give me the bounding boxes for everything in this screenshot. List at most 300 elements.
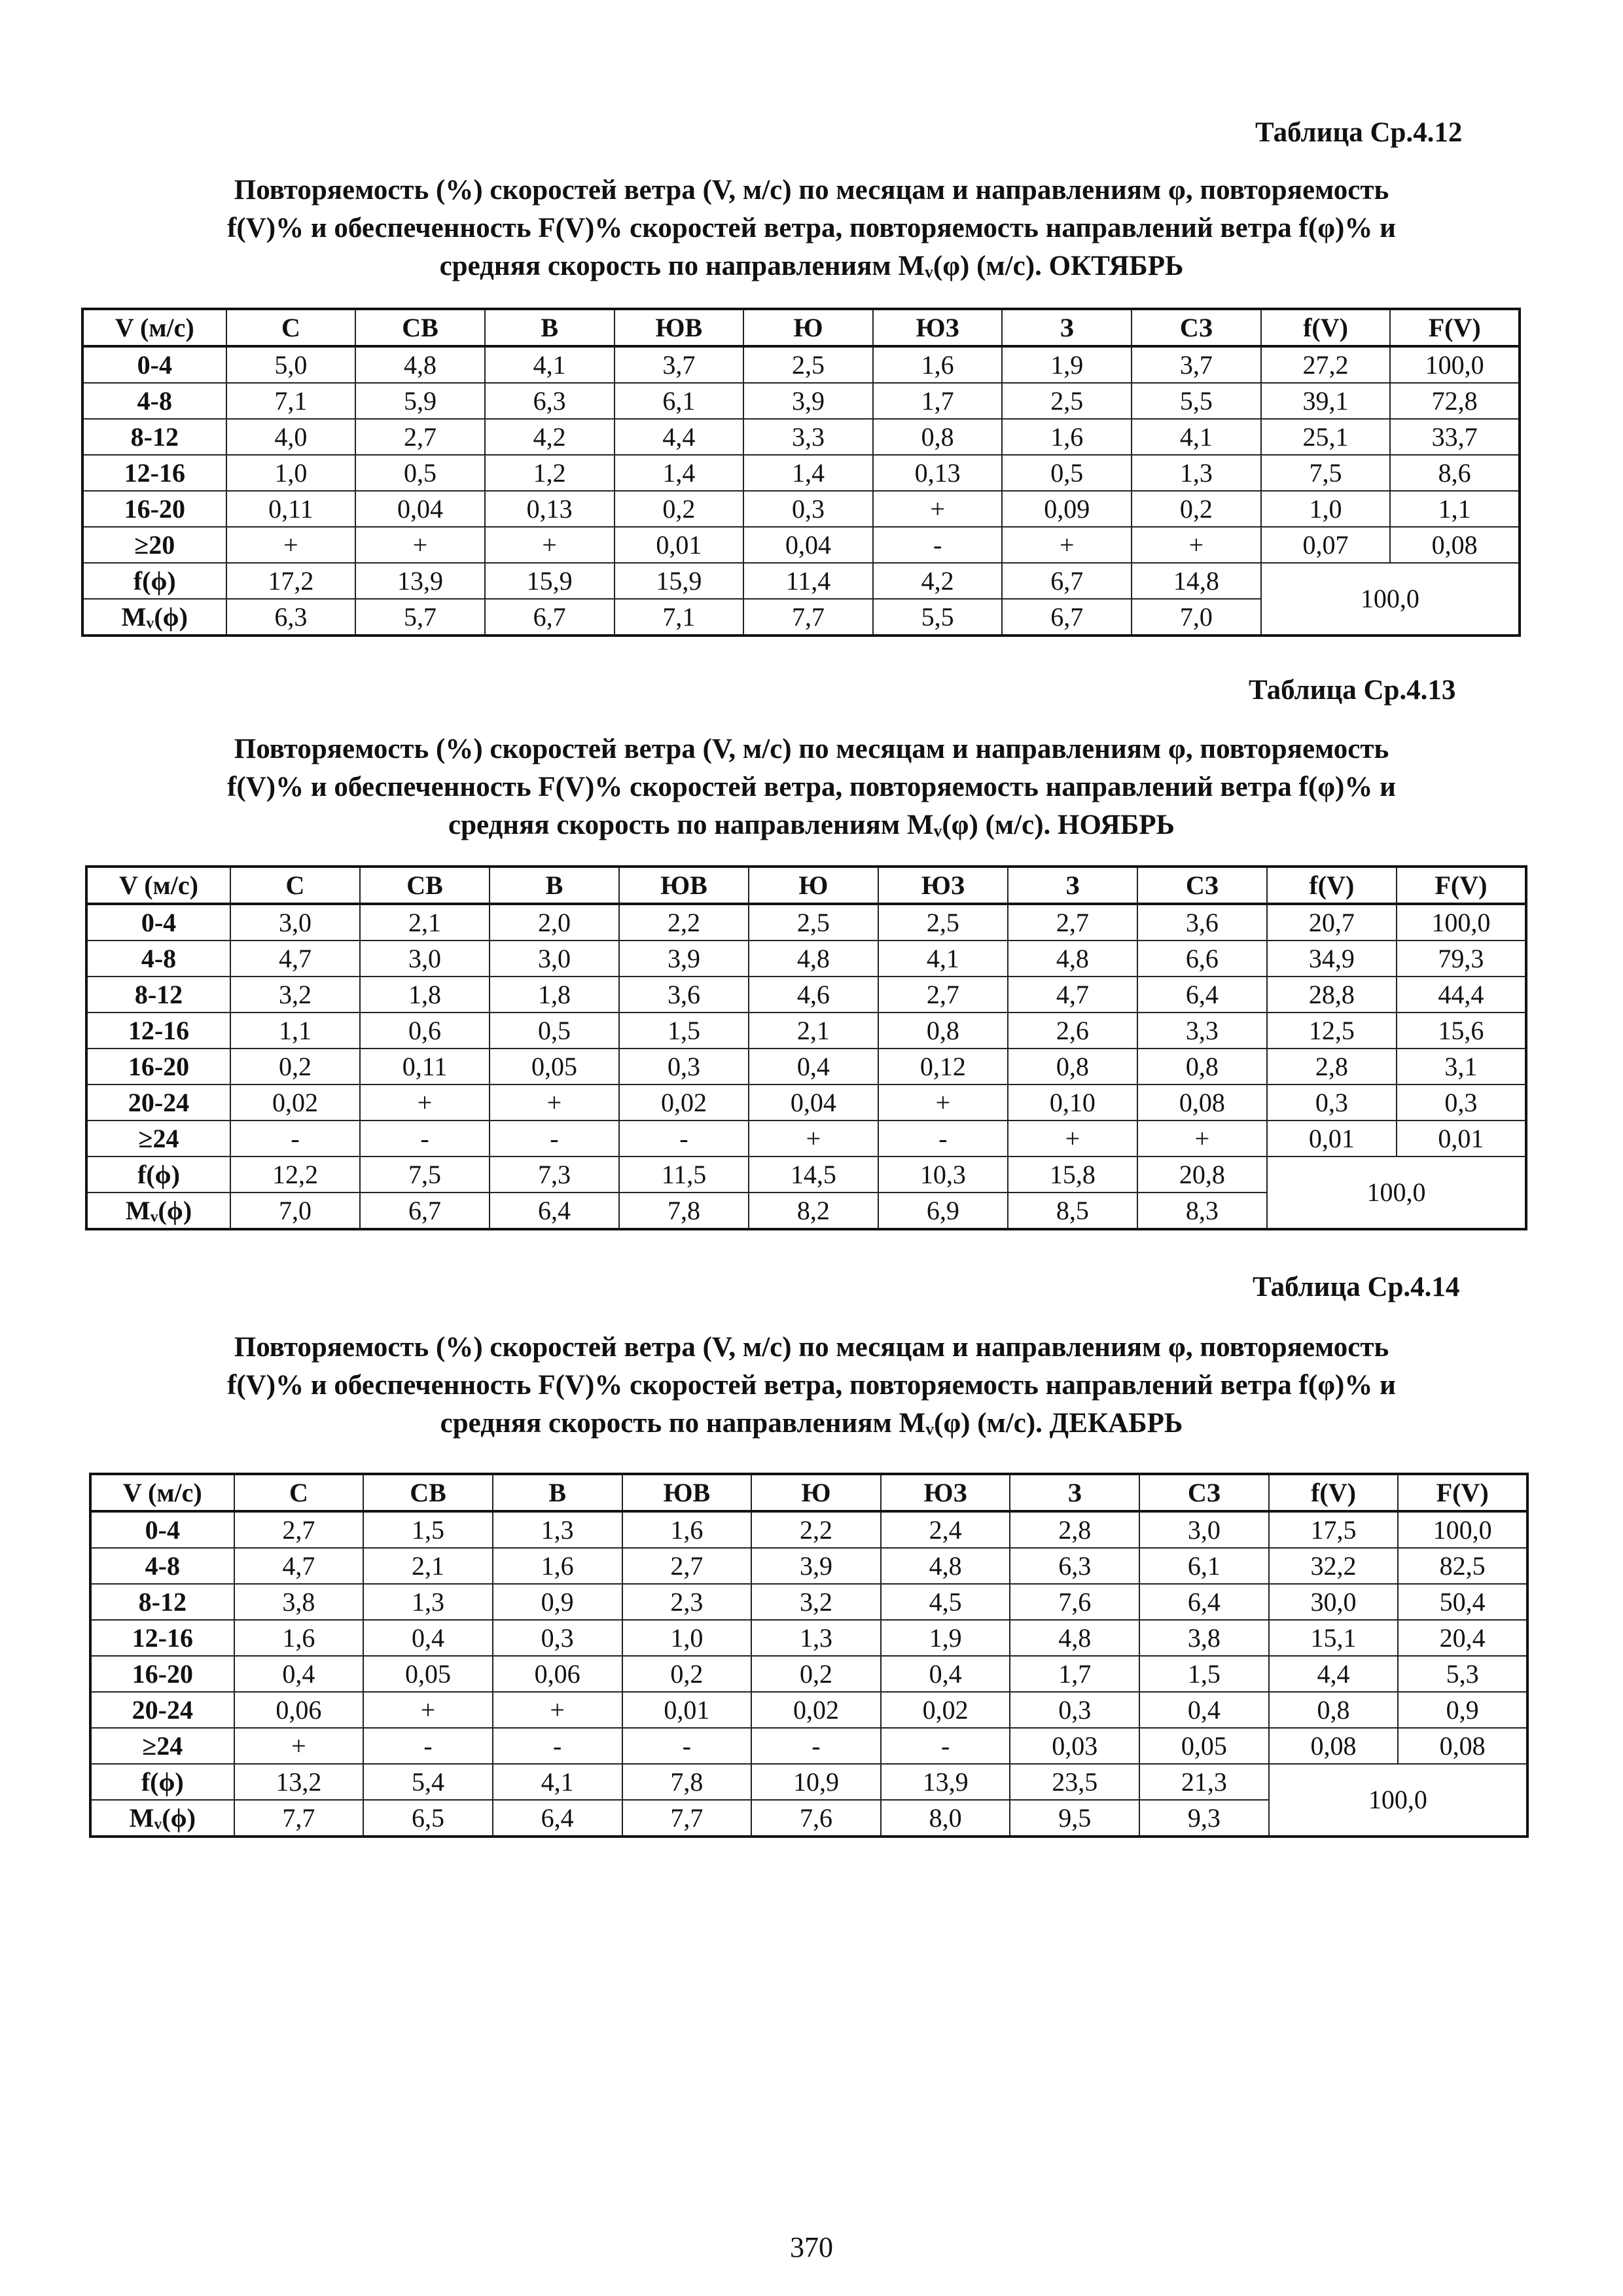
table-cell: 6,7: [360, 1193, 490, 1229]
table-cell: 0,08: [1137, 1085, 1267, 1121]
table-cell: 0,01: [1267, 1121, 1397, 1157]
header-row: [90, 1474, 1527, 1511]
table-cell: 4,2: [485, 419, 615, 455]
table-cell: 7,7: [234, 1800, 364, 1837]
table-row: [90, 1548, 1527, 1584]
table-cell: +: [1002, 527, 1132, 563]
table-row: [90, 1692, 1527, 1728]
table-cell: 2,4: [881, 1511, 1010, 1548]
table-cell: 0,5: [490, 1013, 619, 1049]
table-cell: 17,2: [226, 563, 356, 599]
table-cell: 1,8: [490, 977, 619, 1013]
table-cell: 20,8: [1137, 1157, 1267, 1193]
row-label: 0-4: [86, 904, 230, 941]
caption-line: Повторяемость (%) скоростей ветра (V, м/с) по месяцам и направлениям φ, повторяемость: [234, 1332, 1389, 1363]
column-header: Ю: [751, 1474, 881, 1511]
table-cell: 82,5: [1398, 1548, 1527, 1584]
column-header: С: [234, 1474, 364, 1511]
table-row: [82, 491, 1520, 527]
table-cell: 50,4: [1398, 1584, 1527, 1620]
column-header: С: [226, 309, 356, 346]
row-label: Mᵥ(ϕ): [86, 1193, 230, 1229]
table-cell: 0,11: [360, 1049, 490, 1085]
table-cell: 2,5: [743, 346, 873, 383]
table-cell: 1,3: [751, 1620, 881, 1656]
column-header: f(V): [1261, 309, 1391, 346]
table-cell: 28,8: [1267, 977, 1397, 1013]
table-cell: 1,9: [881, 1620, 1010, 1656]
row-label: 12-16: [90, 1620, 234, 1656]
table-cell: 0,2: [615, 491, 744, 527]
table-cell: 79,3: [1397, 941, 1526, 977]
table-cell: 7,0: [1132, 599, 1261, 636]
table-cell: 4,7: [234, 1548, 364, 1584]
table-cell: 0,09: [1002, 491, 1132, 527]
table-cell: 2,7: [234, 1511, 364, 1548]
table-cell: 5,3: [1398, 1656, 1527, 1692]
table-cell: 3,0: [360, 941, 490, 977]
table-row: [82, 383, 1520, 419]
table-cell: 7,5: [360, 1157, 490, 1193]
table-cell: 0,11: [226, 491, 356, 527]
table-cell: 0,04: [749, 1085, 878, 1121]
table-cell: 6,6: [1137, 941, 1267, 977]
table-row: [86, 1049, 1526, 1085]
table-cell: 0,5: [355, 455, 485, 491]
wind-table: [85, 865, 1527, 1230]
table-cell: 25,1: [1261, 419, 1391, 455]
table-cell: 2,8: [1267, 1049, 1397, 1085]
table-cell: 21,3: [1139, 1764, 1269, 1800]
table-cell: 20,4: [1398, 1620, 1527, 1656]
table-cell: 1,1: [230, 1013, 360, 1049]
table-cell: 0,4: [881, 1656, 1010, 1692]
table-cell: 7,5: [1261, 455, 1391, 491]
table-cell: +: [878, 1085, 1008, 1121]
page-number: 370: [790, 2231, 833, 2263]
column-header: СВ: [363, 1474, 493, 1511]
table-cell: 15,9: [485, 563, 615, 599]
table-cell: 8,0: [881, 1800, 1010, 1837]
table-cell: 13,9: [881, 1764, 1010, 1800]
table-cell: 0,6: [360, 1013, 490, 1049]
table-row: [86, 941, 1526, 977]
table-cell: 6,1: [615, 383, 744, 419]
table-cell: 10,9: [751, 1764, 881, 1800]
column-header: F(V): [1398, 1474, 1527, 1511]
table-cell: 2,1: [363, 1548, 493, 1584]
column-header: СЗ: [1137, 867, 1267, 904]
column-header: Ю: [743, 309, 873, 346]
table-cell: 3,0: [1139, 1511, 1269, 1548]
table-cell: +: [226, 527, 356, 563]
table-cell: 2,7: [1008, 904, 1137, 941]
table-cell: 15,1: [1269, 1620, 1399, 1656]
table-cell: +: [485, 527, 615, 563]
table-cell: 4,0: [226, 419, 356, 455]
table-cell: 12,5: [1267, 1013, 1397, 1049]
caption-line: f(V)% и обеспеченность F(V)% скоростей ветра, повторяемость направлений ветра f(φ)% и: [227, 213, 1396, 243]
table-cell: 0,4: [234, 1656, 364, 1692]
table-cell: 1,4: [743, 455, 873, 491]
table-cell: 0,01: [622, 1692, 752, 1728]
table-row: [82, 527, 1520, 563]
table-cell: 4,2: [873, 563, 1003, 599]
table-cell: -: [493, 1728, 622, 1764]
table-cell: 0,8: [1269, 1692, 1399, 1728]
column-header: СЗ: [1139, 1474, 1269, 1511]
table-cell: 4,1: [493, 1764, 622, 1800]
table-cell: 8,2: [749, 1193, 878, 1229]
column-header: f(V): [1267, 867, 1397, 904]
table-cell: 30,0: [1269, 1584, 1399, 1620]
table-cell: 5,9: [355, 383, 485, 419]
table-cell: 6,3: [1010, 1548, 1139, 1584]
frequency-row: [86, 1157, 1526, 1193]
table-cell: 0,01: [1397, 1121, 1526, 1157]
table-cell: 39,1: [1261, 383, 1391, 419]
table-cell: 7,6: [1010, 1584, 1139, 1620]
table-cell: 0,13: [873, 455, 1003, 491]
table-cell: 4,1: [878, 941, 1008, 977]
row-label: 8-12: [82, 419, 226, 455]
column-header: ЮЗ: [878, 867, 1008, 904]
column-header: ЮВ: [619, 867, 749, 904]
table-cell: -: [622, 1728, 752, 1764]
row-label: 8-12: [86, 977, 230, 1013]
table-cell: +: [1137, 1121, 1267, 1157]
column-header: V (м/с): [86, 867, 230, 904]
table-cell: +: [363, 1692, 493, 1728]
table-cell: 7,8: [622, 1764, 752, 1800]
table-cell: 0,8: [1137, 1049, 1267, 1085]
total-cell: 100,0: [1261, 563, 1520, 636]
table-cell: 4,7: [1008, 977, 1137, 1013]
table-cell: 5,7: [355, 599, 485, 636]
table-cell: 2,0: [490, 904, 619, 941]
table-cell: 5,5: [1132, 383, 1261, 419]
table-cell: -: [490, 1121, 619, 1157]
row-label: f(ϕ): [90, 1764, 234, 1800]
row-label: 16-20: [90, 1656, 234, 1692]
column-header: СВ: [355, 309, 485, 346]
table-cell: 0,02: [230, 1085, 360, 1121]
table-cell: 1,6: [622, 1511, 752, 1548]
column-header: З: [1002, 309, 1132, 346]
caption-line: Повторяемость (%) скоростей ветра (V, м/с) по месяцам и направлениям φ, повторяемость: [234, 175, 1389, 206]
total-cell: 100,0: [1269, 1764, 1527, 1837]
column-header: СВ: [360, 867, 490, 904]
table-cell: 0,05: [490, 1049, 619, 1085]
table-cell: 13,9: [355, 563, 485, 599]
table-number: Таблица Ср.4.13: [1249, 675, 1456, 706]
row-label: Mᵥ(ϕ): [82, 599, 226, 636]
row-label: 12-16: [86, 1013, 230, 1049]
table-cell: 0,05: [363, 1656, 493, 1692]
table-cell: 44,4: [1397, 977, 1526, 1013]
table-cell: -: [878, 1121, 1008, 1157]
table-cell: 0,3: [1267, 1085, 1397, 1121]
table-cell: 100,0: [1398, 1511, 1527, 1548]
table-cell: 0,08: [1398, 1728, 1527, 1764]
row-label: 4-8: [82, 383, 226, 419]
table-cell: 1,3: [493, 1511, 622, 1548]
table-cell: 0,08: [1390, 527, 1520, 563]
table-cell: 4,8: [749, 941, 878, 977]
table-cell: 11,4: [743, 563, 873, 599]
table-cell: 1,4: [615, 455, 744, 491]
table-row: [86, 1121, 1526, 1157]
table-cell: -: [873, 527, 1003, 563]
frequency-row: [90, 1764, 1527, 1800]
table-cell: 8,5: [1008, 1193, 1137, 1229]
table-cell: 1,6: [1002, 419, 1132, 455]
table-row: [82, 419, 1520, 455]
table-cell: 7,1: [615, 599, 744, 636]
table-cell: 4,8: [881, 1548, 1010, 1584]
wind-table: [81, 308, 1521, 637]
column-header: ЮЗ: [881, 1474, 1010, 1511]
table-cell: 2,5: [749, 904, 878, 941]
table-cell: 0,06: [234, 1692, 364, 1728]
table-cell: 0,5: [1002, 455, 1132, 491]
table-cell: 8,6: [1390, 455, 1520, 491]
column-header: З: [1010, 1474, 1139, 1511]
table-cell: 4,6: [749, 977, 878, 1013]
table-cell: 1,5: [1139, 1656, 1269, 1692]
table-cell: 1,6: [873, 346, 1003, 383]
header-row: [86, 867, 1526, 904]
table-cell: 2,2: [619, 904, 749, 941]
table-caption: [105, 1329, 1518, 1443]
table-cell: 7,8: [619, 1193, 749, 1229]
table-cell: 7,3: [490, 1157, 619, 1193]
table-cell: 6,3: [226, 599, 356, 636]
table-cell: 6,4: [1137, 977, 1267, 1013]
table-cell: 1,0: [226, 455, 356, 491]
caption-line: f(V)% и обеспеченность F(V)% скоростей ветра, повторяемость направлений ветра f(φ)% и: [227, 772, 1396, 802]
table-cell: 7,6: [751, 1800, 881, 1837]
row-label: 16-20: [82, 491, 226, 527]
table-cell: 0,04: [355, 491, 485, 527]
table-cell: 1,3: [363, 1584, 493, 1620]
column-header: В: [490, 867, 619, 904]
table-cell: +: [749, 1121, 878, 1157]
column-header: ЮВ: [615, 309, 744, 346]
row-label: ≥24: [90, 1728, 234, 1764]
table-cell: 15,8: [1008, 1157, 1137, 1193]
table-cell: 2,7: [622, 1548, 752, 1584]
table-cell: 4,8: [1008, 941, 1137, 977]
table-cell: 100,0: [1397, 904, 1526, 941]
table-cell: 4,1: [1132, 419, 1261, 455]
table-cell: 11,5: [619, 1157, 749, 1193]
table-cell: 0,02: [751, 1692, 881, 1728]
table-cell: +: [490, 1085, 619, 1121]
caption-line: средняя скорость по направлениям Mᵥ(φ) (м/с). ОКТЯБРЬ: [439, 251, 1184, 281]
table-cell: 0,02: [619, 1085, 749, 1121]
table-cell: 20,7: [1267, 904, 1397, 941]
table-cell: 5,5: [873, 599, 1003, 636]
table-cell: +: [355, 527, 485, 563]
table-cell: 1,2: [485, 455, 615, 491]
table-cell: 0,4: [1139, 1692, 1269, 1728]
table-cell: 3,3: [1137, 1013, 1267, 1049]
table-cell: 15,9: [615, 563, 744, 599]
table-cell: 1,7: [873, 383, 1003, 419]
table-cell: 1,0: [622, 1620, 752, 1656]
table-cell: +: [360, 1085, 490, 1121]
table-cell: -: [751, 1728, 881, 1764]
table-cell: 0,2: [622, 1656, 752, 1692]
table-cell: +: [493, 1692, 622, 1728]
table-cell: 6,7: [485, 599, 615, 636]
table-row: [90, 1620, 1527, 1656]
table-row: [86, 1013, 1526, 1049]
column-header: СЗ: [1132, 309, 1261, 346]
table-cell: 6,5: [363, 1800, 493, 1837]
table-cell: 3,8: [234, 1584, 364, 1620]
table-cell: 0,3: [619, 1049, 749, 1085]
column-header: Ю: [749, 867, 878, 904]
row-label: 12-16: [82, 455, 226, 491]
caption-line: f(V)% и обеспеченность F(V)% скоростей ветра, повторяемость направлений ветра f(φ)% и: [227, 1370, 1396, 1401]
table-cell: 3,7: [1132, 346, 1261, 383]
table-cell: 0,13: [485, 491, 615, 527]
row-label: f(ϕ): [82, 563, 226, 599]
row-label: 0-4: [82, 346, 226, 383]
row-label: 8-12: [90, 1584, 234, 1620]
column-header: f(V): [1269, 1474, 1399, 1511]
table-cell: 2,3: [622, 1584, 752, 1620]
table-cell: 1,1: [1390, 491, 1520, 527]
table-cell: 7,0: [230, 1193, 360, 1229]
table-cell: 2,2: [751, 1511, 881, 1548]
table-cell: -: [363, 1728, 493, 1764]
table-cell: 1,9: [1002, 346, 1132, 383]
table-cell: 0,4: [363, 1620, 493, 1656]
row-label: 4-8: [86, 941, 230, 977]
table-cell: 100,0: [1390, 346, 1520, 383]
column-header: V (м/с): [90, 1474, 234, 1511]
table-cell: 1,0: [1261, 491, 1391, 527]
row-label: f(ϕ): [86, 1157, 230, 1193]
table-cell: 5,4: [363, 1764, 493, 1800]
table-cell: 3,9: [751, 1548, 881, 1584]
row-label: 4-8: [90, 1548, 234, 1584]
table-cell: 6,7: [1002, 563, 1132, 599]
table-cell: 0,8: [873, 419, 1003, 455]
column-header: В: [493, 1474, 622, 1511]
table-cell: 9,3: [1139, 1800, 1269, 1837]
row-label: 0-4: [90, 1511, 234, 1548]
table-cell: 17,5: [1269, 1511, 1399, 1548]
table-cell: +: [1132, 527, 1261, 563]
table-cell: +: [873, 491, 1003, 527]
table-cell: 1,6: [493, 1548, 622, 1584]
table-cell: 32,2: [1269, 1548, 1399, 1584]
column-header: З: [1008, 867, 1137, 904]
table-cell: 34,9: [1267, 941, 1397, 977]
caption-line: средняя скорость по направлениям Mᵥ(φ) (м/с). НОЯБРЬ: [448, 810, 1175, 840]
table-cell: 3,0: [230, 904, 360, 941]
table-cell: 4,7: [230, 941, 360, 977]
table-row: [90, 1584, 1527, 1620]
table-cell: 6,4: [493, 1800, 622, 1837]
table-cell: 3,6: [619, 977, 749, 1013]
table-cell: 3,8: [1139, 1620, 1269, 1656]
table-cell: 2,5: [878, 904, 1008, 941]
table-cell: 9,5: [1010, 1800, 1139, 1837]
table-cell: 6,3: [485, 383, 615, 419]
caption-line: Повторяемость (%) скоростей ветра (V, м/с) по месяцам и направлениям φ, повторяемость: [234, 734, 1389, 764]
total-cell: 100,0: [1267, 1157, 1526, 1229]
table-cell: 1,7: [1010, 1656, 1139, 1692]
wind-table: [89, 1473, 1529, 1838]
row-label: 20-24: [86, 1085, 230, 1121]
table-cell: 0,02: [881, 1692, 1010, 1728]
column-header: ЮЗ: [873, 309, 1003, 346]
table-cell: 1,5: [619, 1013, 749, 1049]
table-cell: 1,6: [234, 1620, 364, 1656]
table-cell: 1,5: [363, 1511, 493, 1548]
column-header: С: [230, 867, 360, 904]
table-cell: 0,3: [1010, 1692, 1139, 1728]
table-cell: 0,3: [743, 491, 873, 527]
table-cell: 3,2: [751, 1584, 881, 1620]
table-cell: 0,4: [749, 1049, 878, 1085]
table-cell: 10,3: [878, 1157, 1008, 1193]
table-cell: 72,8: [1390, 383, 1520, 419]
table-row: [82, 455, 1520, 491]
table-cell: 4,5: [881, 1584, 1010, 1620]
table-cell: 3,0: [490, 941, 619, 977]
table-cell: 3,7: [615, 346, 744, 383]
table-cell: 0,04: [743, 527, 873, 563]
table-number: Таблица Ср.4.14: [1253, 1272, 1460, 1302]
table-cell: 1,8: [360, 977, 490, 1013]
table-number: Таблица Ср.4.12: [1255, 117, 1463, 148]
table-cell: 6,7: [1002, 599, 1132, 636]
table-cell: 6,1: [1139, 1548, 1269, 1584]
table-cell: -: [360, 1121, 490, 1157]
table-cell: 12,2: [230, 1157, 360, 1193]
table-row: [82, 346, 1520, 383]
table-cell: 0,3: [493, 1620, 622, 1656]
table-cell: 6,4: [1139, 1584, 1269, 1620]
caption-line: средняя скорость по направлениям Mᵥ(φ) (м/с). ДЕКАБРЬ: [440, 1408, 1183, 1439]
table-cell: 7,7: [743, 599, 873, 636]
table-caption: [105, 730, 1518, 844]
table-cell: 2,1: [749, 1013, 878, 1049]
column-header: В: [485, 309, 615, 346]
table-row: [86, 1085, 1526, 1121]
table-row: [86, 904, 1526, 941]
table-cell: 13,2: [234, 1764, 364, 1800]
table-cell: 2,5: [1002, 383, 1132, 419]
table-cell: 14,8: [1132, 563, 1261, 599]
table-cell: 1,3: [1132, 455, 1261, 491]
table-cell: 33,7: [1390, 419, 1520, 455]
table-cell: 0,9: [493, 1584, 622, 1620]
table-cell: 3,2: [230, 977, 360, 1013]
row-label: 20-24: [90, 1692, 234, 1728]
table-cell: +: [1008, 1121, 1137, 1157]
table-cell: 0,2: [751, 1656, 881, 1692]
column-header: F(V): [1390, 309, 1520, 346]
table-cell: 0,2: [1132, 491, 1261, 527]
table-cell: 2,7: [878, 977, 1008, 1013]
